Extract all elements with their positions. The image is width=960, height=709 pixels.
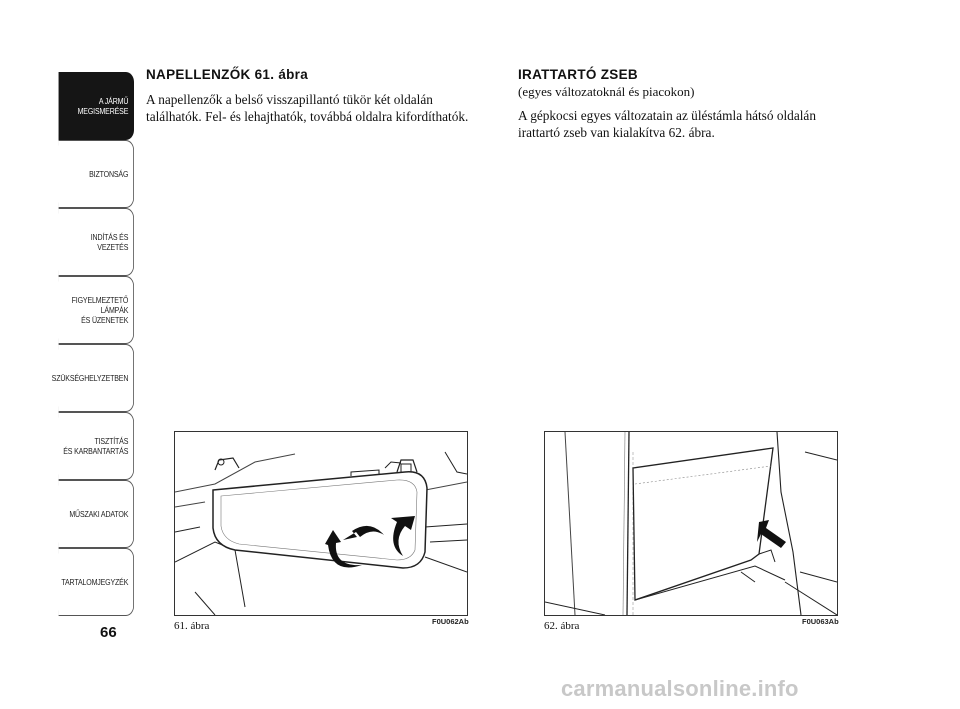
- document-pocket-illustration: [544, 431, 838, 616]
- tab-starting-driving[interactable]: INDÍTÁS ÉS VEZETÉS: [59, 208, 134, 276]
- figure-code: F0U062Ab: [432, 617, 469, 626]
- tab-technical-data[interactable]: MŰSZAKI ADATOK: [59, 480, 134, 548]
- tab-vehicle-overview[interactable]: A JÁRMŰ MEGISMERÉSE: [59, 72, 134, 140]
- section-heading: NAPELLENZŐK 61. ábra: [146, 67, 309, 82]
- tab-safety[interactable]: BIZTONSÁG: [59, 140, 134, 208]
- page-number: 66: [100, 624, 117, 641]
- tab-emergency[interactable]: SZÜKSÉGHELYZETBEN: [59, 344, 134, 412]
- figure-caption: 62. ábra: [544, 620, 580, 632]
- sun-visors-section: [146, 66, 486, 125]
- section-paragraph: A gépkocsi egyes változatain az üléstámla hátsó oldalán irattartó zseb van kialakítva 62. ábra.: [518, 108, 816, 140]
- sun-visor-illustration: [174, 431, 468, 616]
- watermark-text: carmanualsonline.info: [561, 676, 799, 701]
- tab-index[interactable]: TARTALOMJEGYZÉK: [59, 548, 134, 616]
- document-pocket-section: [518, 66, 858, 141]
- tab-warning-lights[interactable]: FIGYELMEZTETŐ LÁMPÁK ÉS ÜZENETEK: [59, 276, 134, 344]
- figure-code: F0U063Ab: [802, 617, 839, 626]
- figure-caption: 61. ábra: [174, 620, 210, 632]
- section-subheading: (egyes változatoknál és piacokon): [518, 84, 695, 99]
- section-paragraph: A napellenzők a belső visszapillantó tükör két oldalán találhatók. Fel- és lehajthatók, továbbá oldalra kifordíthatók.: [146, 92, 469, 124]
- tab-maintenance[interactable]: TISZTÍTÁS ÉS KARBANTARTÁS: [59, 412, 134, 480]
- section-heading: IRATTARTÓ ZSEB: [518, 67, 638, 82]
- chapter-sidebar: [42, 72, 134, 616]
